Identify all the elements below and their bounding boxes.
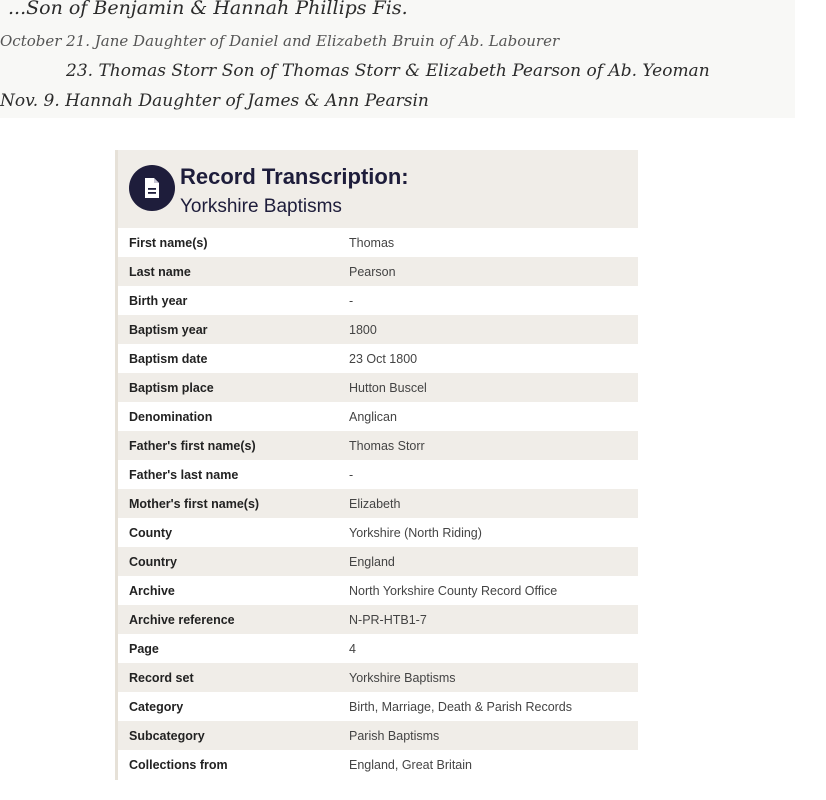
field-label: Archive reference	[118, 605, 349, 634]
table-row	[118, 518, 638, 547]
document-icon	[129, 165, 175, 211]
field-label: Mother's first name(s)	[118, 489, 349, 518]
register-scan-image[interactable]	[0, 0, 795, 118]
field-value: Anglican	[349, 402, 638, 431]
table-row	[118, 634, 638, 663]
scan-line-1: ...Son of Benjamin & Hannah Phillips Fis.	[8, 0, 408, 19]
field-label: Country	[118, 547, 349, 576]
record-set-subtitle: Yorkshire Baptisms	[180, 196, 342, 217]
field-label: Archive	[118, 576, 349, 605]
field-label: Denomination	[118, 402, 349, 431]
field-label: Subcategory	[118, 721, 349, 750]
field-value: -	[349, 460, 638, 489]
table-row	[118, 750, 638, 779]
table-row	[118, 576, 638, 605]
field-value: Thomas Storr	[349, 431, 638, 460]
table-row	[118, 605, 638, 634]
field-value: 4	[349, 634, 638, 663]
field-label: Page	[118, 634, 349, 663]
field-value: Parish Baptisms	[349, 721, 638, 750]
field-value: England, Great Britain	[349, 750, 638, 779]
field-label: First name(s)	[118, 228, 349, 257]
table-row	[118, 344, 638, 373]
table-row	[118, 286, 638, 315]
field-value: Pearson	[349, 257, 638, 286]
field-label: Baptism place	[118, 373, 349, 402]
table-row	[118, 373, 638, 402]
table-row	[118, 663, 638, 692]
scan-line-2: October 21. Jane Daughter of Daniel and Elizabeth Bruin of Ab. Labourer	[0, 32, 560, 50]
record-transcription-card	[115, 150, 638, 780]
field-label: Category	[118, 692, 349, 721]
table-row	[118, 547, 638, 576]
field-label: Record set	[118, 663, 349, 692]
table-row	[118, 489, 638, 518]
record-title: Record Transcription:	[180, 164, 409, 189]
field-label: County	[118, 518, 349, 547]
field-value: England	[349, 547, 638, 576]
table-row	[118, 257, 638, 286]
table-row	[118, 315, 638, 344]
table-row	[118, 228, 638, 257]
field-label: Baptism date	[118, 344, 349, 373]
field-value: 1800	[349, 315, 638, 344]
field-label: Birth year	[118, 286, 349, 315]
table-row	[118, 431, 638, 460]
field-label: Father's last name	[118, 460, 349, 489]
field-value: 23 Oct 1800	[349, 344, 638, 373]
field-value: Elizabeth	[349, 489, 638, 518]
scan-line-4: Nov. 9. Hannah Daughter of James & Ann Pearsin	[0, 91, 429, 111]
record-header	[118, 150, 638, 228]
table-row	[118, 402, 638, 431]
field-value: Birth, Marriage, Death & Parish Records	[349, 692, 638, 721]
field-value: Yorkshire Baptisms	[349, 663, 638, 692]
field-label: Father's first name(s)	[118, 431, 349, 460]
scan-line-3: 23. Thomas Storr Son of Thomas Storr & Elizabeth Pearson of Ab. Yeoman	[66, 61, 710, 81]
field-value: North Yorkshire County Record Office	[349, 576, 638, 605]
table-row	[118, 721, 638, 750]
field-value: Thomas	[349, 228, 638, 257]
field-label: Baptism year	[118, 315, 349, 344]
handwritten-register-graphic	[0, 0, 795, 118]
field-value: Yorkshire (North Riding)	[349, 518, 638, 547]
field-value: -	[349, 286, 638, 315]
field-value: N-PR-HTB1-7	[349, 605, 638, 634]
table-row	[118, 692, 638, 721]
field-label: Last name	[118, 257, 349, 286]
field-label: Collections from	[118, 750, 349, 779]
record-details-table	[118, 228, 638, 779]
field-value: Hutton Buscel	[349, 373, 638, 402]
table-row	[118, 460, 638, 489]
